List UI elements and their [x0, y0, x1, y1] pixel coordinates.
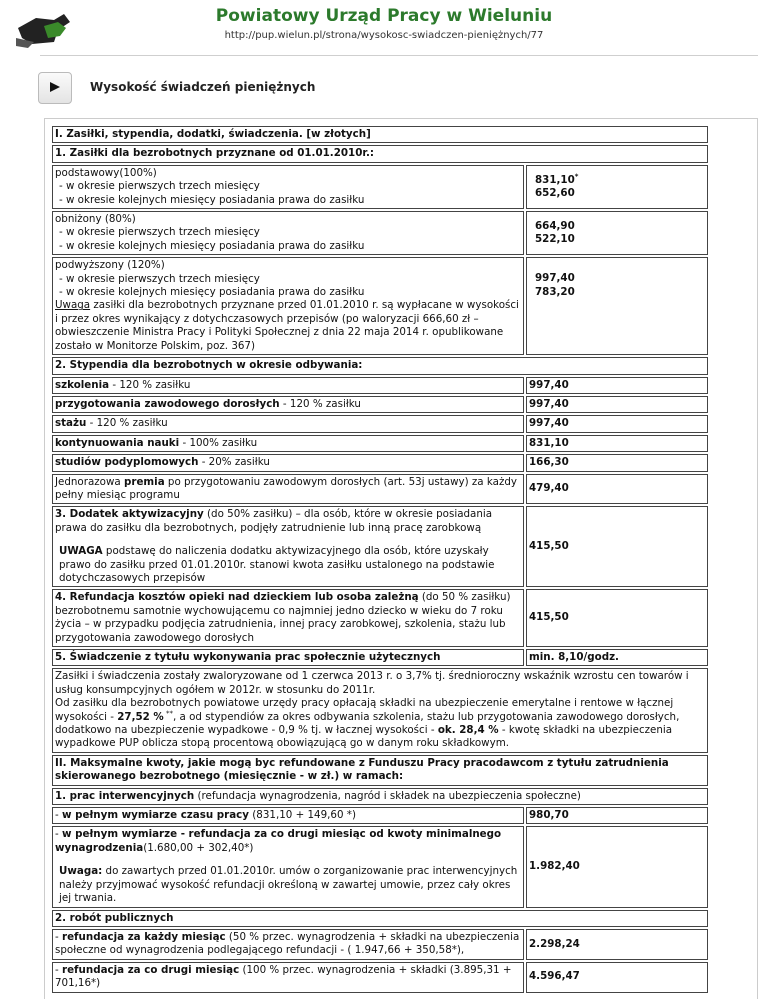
increased-benefit-label: podwyższony (120%) - w okresie pierwszych trzech miesięcy - w okresie kolejnych miesięcy posiadania prawa do zasiłku Uwaga zasiłki dla bezrobotnych przyznane przed 01.01.2010 r. są wypłacane w wysokości i przez okres wynikający z dotychczasowych przepisów (po waloryzacji 666,60 zł – obwieszczenie Ministra Pracy i Polityki Społecznej z dnia 22 maja 2014 r. opublikowane zostało w Monitorze Polskim, poz. 367): [52, 257, 524, 355]
table-row: - w pełnym wymiarze czasu pracy (831,10 + 149,60 *) 980,70: [52, 807, 708, 824]
table-row: [52, 506, 708, 587]
arrow-right-icon: [49, 81, 61, 93]
section-2-1-heading: 1. prac interwencyjnych (refundacja wynagrodzenia, nagród i składek na ubezpieczenia społeczne): [52, 788, 708, 805]
table-row: [52, 165, 708, 209]
header-divider: [40, 55, 758, 56]
table-row: [52, 474, 708, 505]
table-row: przygotowania zawodowego dorosłych - 120 % zasiłku 997,40: [52, 396, 708, 413]
page-title: Wysokość świadczeń pieniężnych: [90, 80, 316, 94]
table-row: - refundacja za co drugi miesiąc (100 % przec. wynagrodzenia + składki (3.895,31 + 701,16*) 4.596,47: [52, 962, 708, 993]
table-row: [52, 668, 708, 752]
site-header: [0, 0, 768, 78]
nav-arrow-button[interactable]: [38, 72, 72, 104]
page-heading: [38, 72, 758, 102]
table-row: - w pełnym wymiarze - refundacja za co drugi miesiąc od kwoty minimalnego wynagrodzenia(1.680,00 + 302,40*) Uwaga: do zawartych przed 01.01.2010r. umów o zorganizowanie prac interwencyjnych należy przyjmować wysokość refundacji określoną w zawartej umowie, przez cały okres jej trwania. 1.982,40: [52, 826, 708, 907]
benefits-table: [50, 124, 710, 995]
reduced-benefit-values: 664,90 522,10: [526, 211, 708, 255]
table-row: [52, 589, 708, 647]
table-row: [52, 257, 708, 355]
table-row: [52, 649, 708, 666]
section-1-1-heading: 1. Zasiłki dla bezrobotnych przyznane od 01.01.2010r.:: [52, 145, 708, 162]
section-2-2-heading: 2. robót publicznych: [52, 910, 708, 927]
basic-benefit-label: podstawowy(100%) - w okresie pierwszych trzech miesięcy - w okresie kolejnych miesięcy posiadania prawa do zasiłku: [52, 165, 524, 209]
section-1-2-heading: 2. Stypendia dla bezrobotnych w okresie odbywania:: [52, 357, 708, 374]
reduced-benefit-label: obniżony (80%) - w okresie pierwszych trzech miesięcy - w okresie kolejnych miesięcy posiadania prawa do zasiłku: [52, 211, 524, 255]
table-row: [52, 211, 708, 255]
section-1-title: I. Zasiłki, stypendia, dodatki, świadczenia. [w złotych]: [52, 126, 708, 143]
basic-benefit-values: 831,10* 652,60: [526, 165, 708, 209]
social-work-value: min. 8,10/godz.: [526, 649, 708, 666]
care-refund-value: 415,50: [526, 589, 708, 647]
table-row: - refundacja za każdy miesiąc (50 % przec. wynagrodzenia + składki na ubezpieczenia społeczne od wynagrodzenia podlegającego refundacji - ( 1.947,66 + 350,58*), 2.298,24: [52, 929, 708, 960]
care-refund-label: 4. Refundacja kosztów opieki nad dzieckiem lub osoba zależną (do 50 % zasiłku) bezrobotnemu samotnie wychowującemu co najmniej jedno dziecko w wieku do 7 roku życia – w przypadku podjęcia zatrudnienia, innej pracy zarobkowej, szkolenia, stażu lub przygotowania zawodowego dorosłych: [52, 589, 524, 647]
activation-bonus-label: 3. Dodatek aktywizacyjny (do 50% zasiłku) – dla osób, które w okresie posiadania prawa do zasiłku dla bezrobotnych, podjęły zatrudnienie lub inną pracę zarobkową UWAGA podstawę do naliczenia dodatku aktywizacyjnego dla osób, które uzyskały prawo do zasiłku przed 01.01.2010r. stanowi kwota zasiłku ustalonego na podstawie dotychczasowych przepisów: [52, 506, 524, 587]
table-row: studiów podyplomowych - 20% zasiłku 166,30: [52, 454, 708, 471]
premium-label: Jednorazowa premia po przygotowaniu zawodowym dorosłych (art. 53j ustawy) za każdy pełny miesiąc programu: [52, 474, 524, 505]
premium-value: 479,40: [526, 474, 708, 505]
valorization-note: Zasiłki i świadczenia zostały zwaloryzowane od 1 czerwca 2013 r. o 3,7% tj. średnioroczny wskaźnik wzrostu cen towarów i usług konsumpcyjnych ogółem w 2012r. w stosunku do 2011r. Od zasiłku dla bezrobotnych powiatowe urzędy pracy opłacają składki na ubezpieczenie emerytalne i rentowe w łącznej wysokości - 27,52 % **, a od stypendiów za okres odbywania szkolenia, stażu lub przygotowania zawodowego dorosłych, dodatkowo na ubezpieczenie wypadkowe - 0,9 % tj. w łacznej wysokości - ok. 28,4 % - kwotę składki na ubezpieczenia wypadkowe PUP oblicza stopą procentową obowiązującą go w danym roku składkowym.: [52, 668, 708, 752]
site-url[interactable]: http://pup.wielun.pl/strona/wysokosc-swiadczen-pieniężnych/77: [224, 30, 544, 41]
activation-bonus-value: 415,50: [526, 506, 708, 587]
increased-benefit-values: 997,40 783,20: [526, 257, 708, 355]
table-row: stażu - 120 % zasiłku 997,40: [52, 415, 708, 432]
table-row: szkolenia - 120 % zasiłku 997,40: [52, 377, 708, 394]
section-2-title: II. Maksymalne kwoty, jakie mogą byc refundowane z Funduszu Pracy pracodawcom z tytułu zatrudnienia skierowanego bezrobotnego (miesięcznie - w zł.) w ramach:: [52, 755, 708, 786]
site-title[interactable]: Powiatowy Urząd Pracy w Wieluniu: [215, 6, 553, 26]
social-work-label: 5. Świadczenie z tytułu wykonywania prac społecznie użytecznych: [52, 649, 524, 666]
table-row: kontynuowania nauki - 100% zasiłku 831,10: [52, 435, 708, 452]
